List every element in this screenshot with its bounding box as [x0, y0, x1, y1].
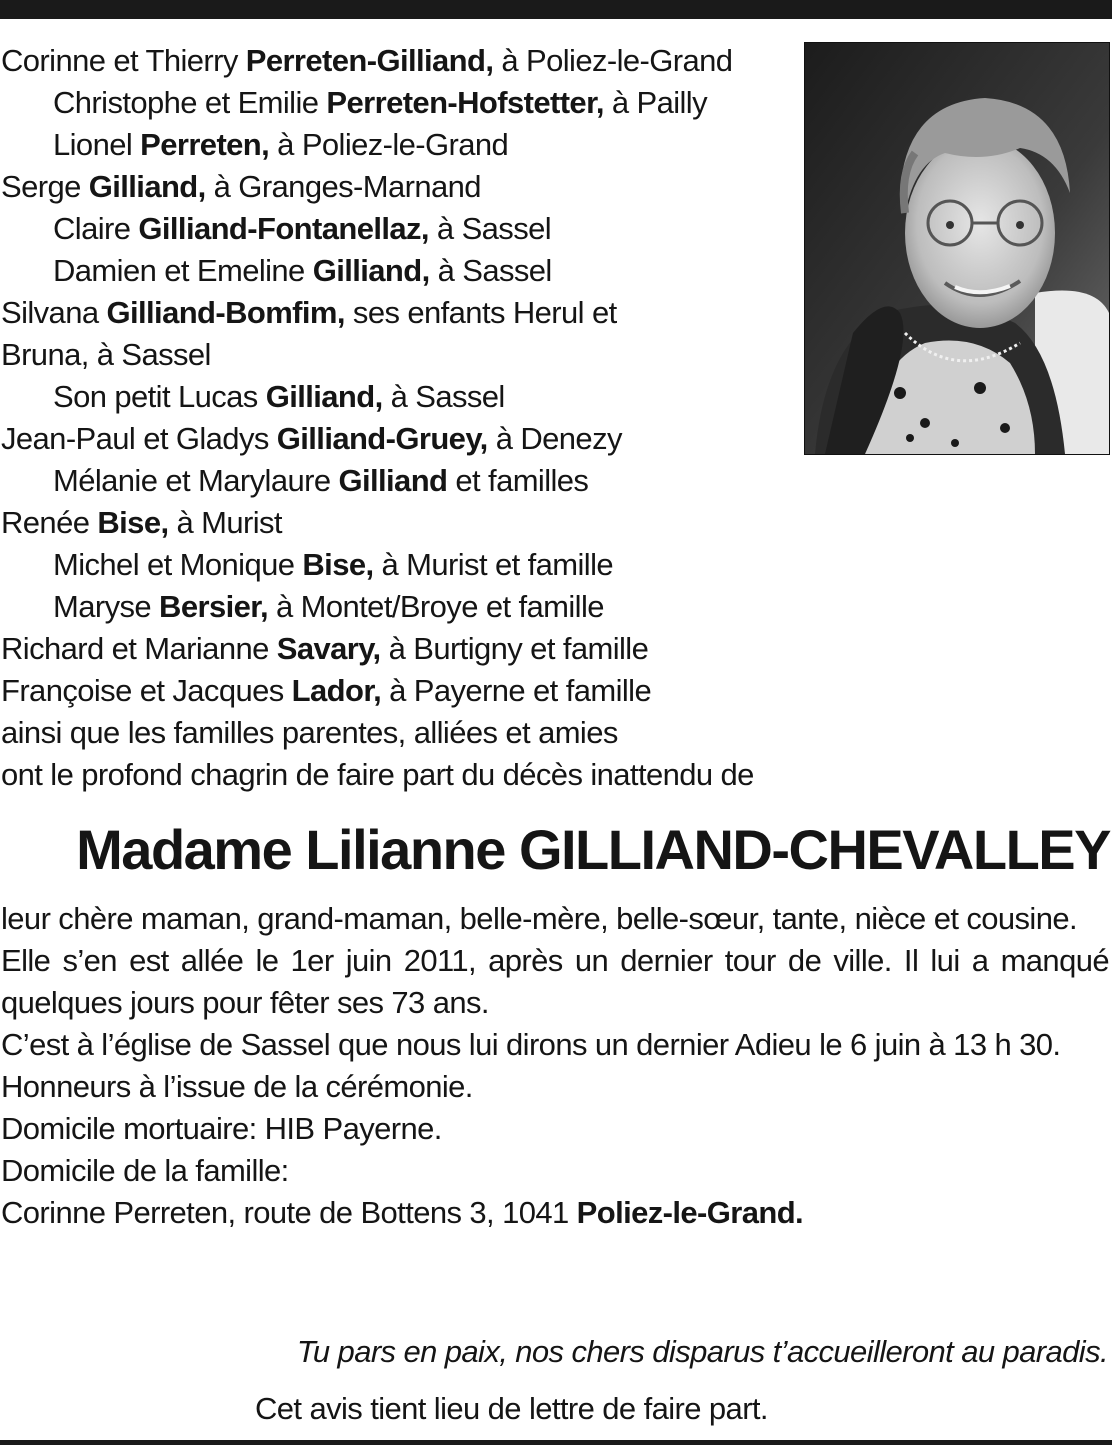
family-line: Maryse Bersier, à Montet/Broye et famille	[53, 589, 604, 624]
family-line: ont le profond chagrin de faire part du décès inattendu de	[1, 757, 754, 792]
farewell-quote: Tu pars en paix, nos chers disparus t’accueilleront au paradis.	[296, 1334, 1108, 1369]
portrait-photo	[804, 42, 1110, 455]
deceased-name: Madame Lilianne GILLIAND-CHEVALLEY	[76, 818, 1110, 881]
notice-paragraph: Domicile mortuaire: HIB Payerne.	[1, 1111, 442, 1146]
family-line: Serge Gilliand, à Granges-Marnand	[1, 169, 481, 204]
family-line: Damien et Emeline Gilliand, à Sassel	[53, 253, 552, 288]
family-line: Lionel Perreten, à Poliez-le-Grand	[53, 127, 509, 162]
family-line: Son petit Lucas Gilliand, à Sassel	[53, 379, 505, 414]
family-address: Corinne Perreten, route de Bottens 3, 1041 Poliez-le-Grand.	[1, 1195, 804, 1230]
notice-paragraph: Domicile de la famille:	[1, 1153, 289, 1188]
family-list	[1, 40, 901, 796]
notice-body	[1, 898, 1109, 1234]
family-line: Françoise et Jacques Lador, à Payerne et famille	[1, 673, 652, 708]
closing-note: Cet avis tient lieu de lettre de faire part.	[255, 1391, 768, 1426]
bottom-rule	[0, 1440, 1112, 1445]
family-line: ainsi que les familles parentes, alliées et amies	[1, 715, 618, 750]
family-line: Mélanie et Marylaure Gilliand et familles	[53, 463, 589, 498]
family-line: Silvana Gilliand-Bomfim, ses enfants Herul et Bruna, à Sassel	[1, 295, 617, 372]
family-line: Michel et Monique Bise, à Murist et famille	[53, 547, 614, 582]
notice-paragraph: C’est à l’église de Sassel que nous lui dirons un dernier Adieu le 6 juin à 13 h 30.	[1, 1027, 1061, 1062]
notice-paragraph: leur chère maman, grand-maman, belle-mère, belle-sœur, tante, nièce et cousine.	[1, 901, 1078, 936]
family-line: Jean-Paul et Gladys Gilliand-Gruey, à Denezy	[1, 421, 622, 456]
top-rule	[0, 0, 1112, 19]
family-line: Claire Gilliand-Fontanellaz, à Sassel	[53, 211, 552, 246]
notice-paragraph: Honneurs à l’issue de la cérémonie.	[1, 1069, 473, 1104]
family-line: Corinne et Thierry Perreten-Gilliand, à Poliez-le-Grand	[1, 43, 733, 78]
notice-paragraph: Elle s’en est allée le 1er juin 2011, après un dernier tour de ville. Il lui a manqué quelques jours pour fêter ses 73 ans.	[1, 943, 1109, 1020]
family-line: Richard et Marianne Savary, à Burtigny et famille	[1, 631, 649, 666]
family-line: Christophe et Emilie Perreten-Hofstetter, à Pailly	[53, 85, 707, 120]
family-line: Renée Bise, à Murist	[1, 505, 282, 540]
